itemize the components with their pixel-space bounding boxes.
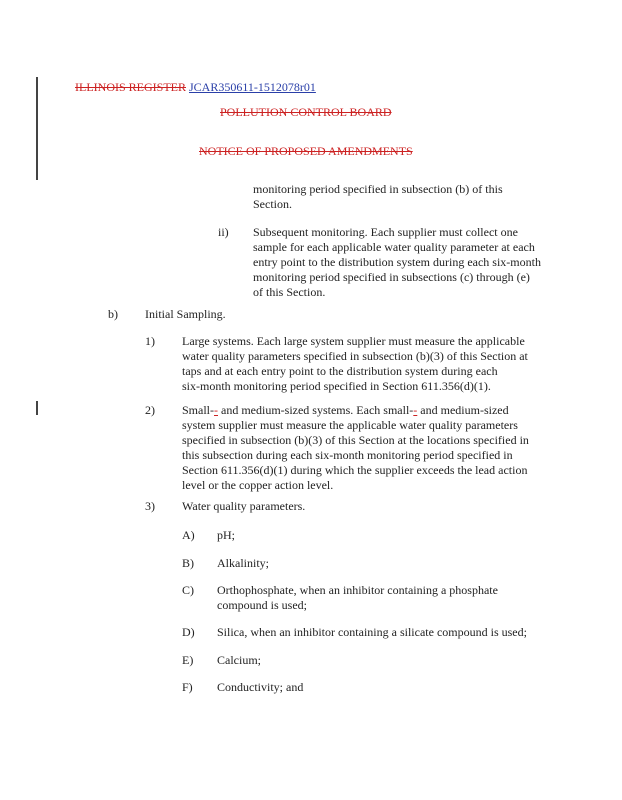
para-2-line: level or the copper action level. (182, 478, 334, 492)
para-1-line: taps and at each entry point to the distribution system during each (182, 364, 498, 378)
subsection-b-title: Initial Sampling. (145, 307, 226, 321)
para-2-label: 2) (145, 403, 155, 417)
continuation-line-2: Section. (253, 197, 292, 211)
para-2-line: Section 611.356(d)(1) during which the supplier exceeds the lead action (182, 463, 528, 477)
item-ii-line: sample for each applicable water quality parameter at each (253, 240, 535, 254)
inserted-hyphen: - (413, 403, 418, 417)
para-1-label: 1) (145, 334, 155, 348)
continuation-line-1: monitoring period specified in subsection (b) of this (253, 182, 503, 196)
item-label: F) (182, 680, 193, 694)
para-2-text (182, 403, 529, 493)
revision-bar-top (36, 77, 38, 180)
item-text-line: compound is used; (217, 598, 307, 612)
item-ii-label: ii) (218, 225, 229, 239)
item-text: pH; (217, 528, 235, 542)
item-text: Calcium; (217, 653, 261, 667)
para-2-frag-a: Small- (182, 403, 214, 417)
para-3-label: 3) (145, 499, 155, 513)
item-text: Alkalinity; (217, 556, 269, 570)
inserted-hyphen: - (214, 403, 218, 417)
register-title-struck: ILLINOIS REGISTER (75, 80, 186, 94)
item-text (217, 583, 498, 613)
board-title: POLLUTION CONTROL BOARD (220, 105, 392, 119)
para-2-frag-b: and medium-sized systems. Each small- (218, 403, 414, 417)
item-ii-text (253, 225, 541, 300)
notice-title: NOTICE OF PROPOSED AMENDMENTS (199, 144, 413, 158)
item-label: C) (182, 583, 194, 597)
para-1-line: water quality parameters specified in subsection (b)(3) of this Section at (182, 349, 528, 363)
para-2-line: this subsection during each six-month monitoring period specified in (182, 448, 513, 462)
item-text: Silica, when an inhibitor containing a silicate compound is used; (217, 625, 527, 639)
item-text: Conductivity; and (217, 680, 304, 694)
para-1-line: six-month monitoring period specified in Section 611.356(d)(1). (182, 379, 491, 393)
para-2-frag-c: and medium-sized (417, 403, 509, 417)
item-ii-line: entry point to the distribution system during each six-month (253, 255, 541, 269)
item-text-line: Orthophosphate, when an inhibitor containing a phosphate (217, 583, 498, 597)
para-2-line: specified in subsection (b)(3) of this Section at the locations specified in (182, 433, 529, 447)
register-code: JCAR350611-1512078r01 (189, 80, 316, 94)
para-1-text (182, 334, 528, 394)
item-label: D) (182, 625, 195, 639)
item-ii-line: Subsequent monitoring. Each supplier must collect one (253, 225, 518, 239)
item-ii-line: monitoring period specified in subsections (c) through (e) (253, 270, 530, 284)
item-label: B) (182, 556, 194, 570)
para-3-title: Water quality parameters. (182, 499, 306, 513)
item-label: E) (182, 653, 194, 667)
item-ii-line: of this Section. (253, 285, 326, 299)
para-2-line: system supplier must measure the applicable water quality parameters (182, 418, 518, 432)
subsection-b-label: b) (108, 307, 118, 321)
register-header (75, 80, 316, 95)
revision-bar-mid (36, 401, 38, 415)
item-label: A) (182, 528, 195, 542)
para-1-line: Large systems. Each large system supplier must measure the applicable (182, 334, 525, 348)
para-2-line (182, 403, 529, 418)
